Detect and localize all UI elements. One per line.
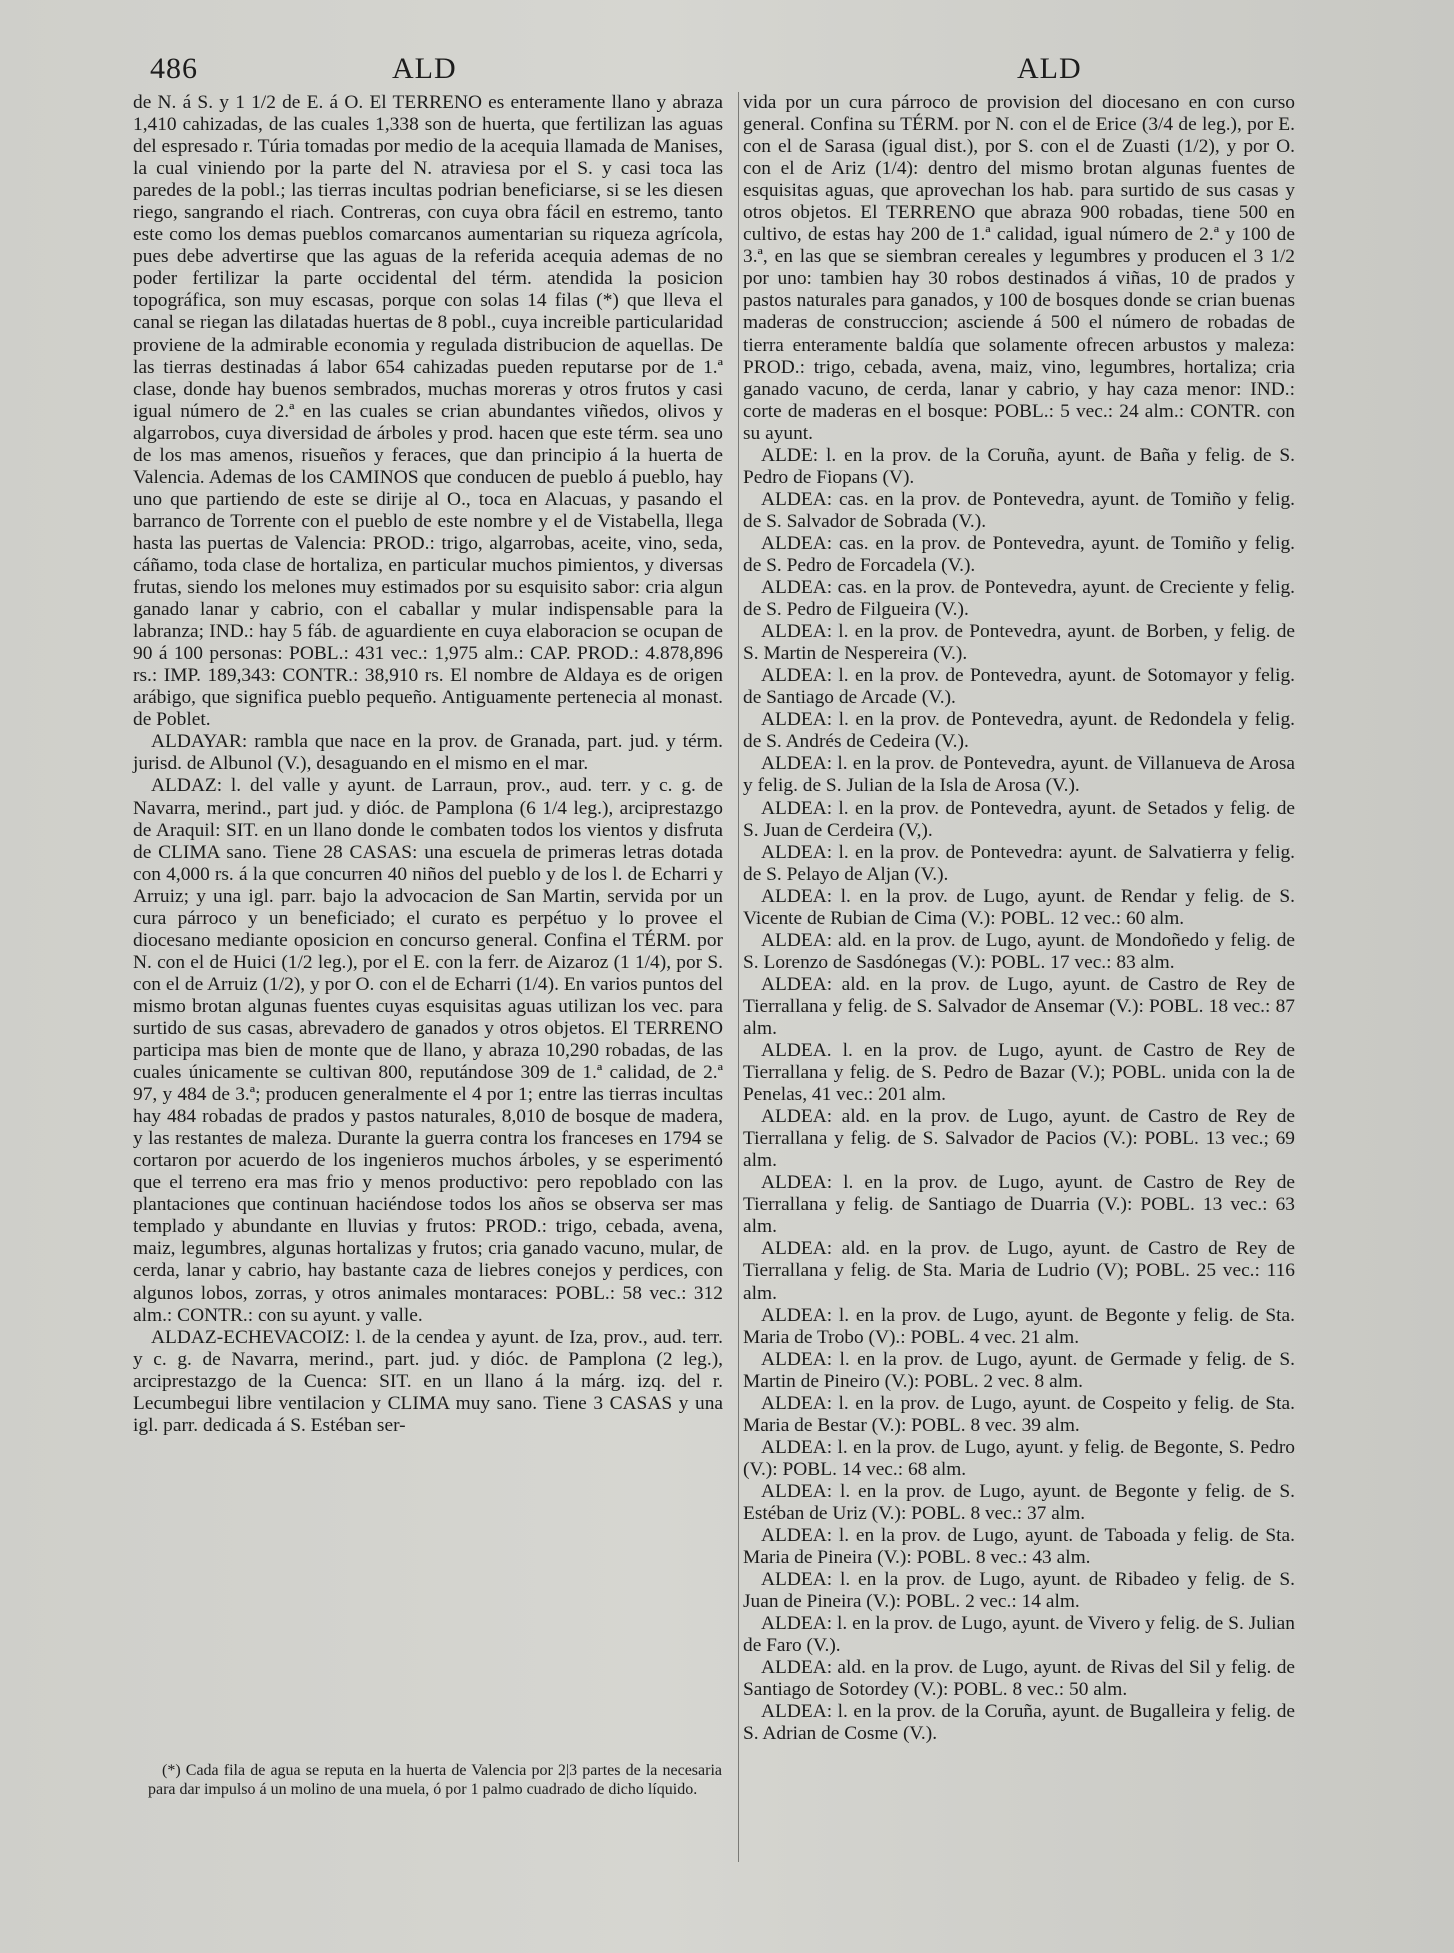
entry-alde: ALDE: l. en la prov. de la Coruña, ayunt. de Baña y felig. de S. Pedro de Fiopans (V). — [743, 444, 1295, 488]
entry-aldea: ALDEA: l. en la prov. de Pontevedra, ayunt. de Redondela y felig. de S. Andrés de Cedeira (V.). — [743, 709, 1295, 753]
entry-aldaz: ALDAZ: l. del valle y ayunt. de Larraun, prov., aud. terr. y c. g. de Navarra, merind., part jud. y dióc. de Pamplona (6 1/4 leg.), arciprestazgo de Araquil: SIT. en un llano donde le combaten todos los vientos y disfruta de CLIMA sano. Tiene 28 CASAS: una escuela de primeras letras dotada con 4,000 rs. á la que concurren 40 niños del pueblo y de los l. de Echarri y Arruiz; y una igl. parr. bajo la advocacion de San Martin, servida por un cura párroco y un beneficiado; el curato es perpétuo y lo provee el diocesano mediante oposicion en concurso general. Confina el TÉRM. por N. con el de Huici (1/2 leg.), por el E. con la ferr. de Aizaroz (1 1/4), por S. con el de Arruiz (1/2), y por O. con el de Echarri (1/4). En varios puntos del mismo brotan algunas fuentes cuyas esquisitas aguas utilizan los vec. para surtido de sus casas, abrevadero de ganados y otros objetos. El TERRENO participa mas bien de monte que de llano, y abraza 10,290 robadas, de las cuales únicamente se cultivan 800, reputándose 309 de 1.ª calidad, de 2.ª 97, y 484 de 3.ª; producen generalmente el 4 por 1; entre las tierras incultas hay 484 robadas de prados y pastos naturales, 8,010 de bosque de madera, y las restantes de maleza. Durante la guerra contra los franceses en 1794 se cortaron por acuerdo de los ingenieros muchos árboles, y se esperimentó que el terreno era mas frio y menos productivo: pero repoblado con las plantaciones que continuan haciéndose todos los años se observa ser mas templado y abundante en lluvias y frutos: PROD.: trigo, cebada, avena, maiz, legumbres, algunas hortalizas y frutos; cria ganado vacuno, mular, de cerda, lanar y cabrio, hay bastante caza de liebres conejos y perdices, con algunos lobos, zorras, y otros animales montaraces: POBL.: 58 vec.: 312 alm.: CONTR.: con su ayunt. y valle. — [133, 775, 723, 1326]
header-left-word: ALD — [392, 52, 457, 85]
entry-aldea: ALDEA: l. en la prov. de Pontevedra, ayunt. de Borben, y felig. de S. Martin de Nespereira (V.). — [743, 621, 1295, 665]
entry-aldea: ALDEA: l. en la prov. de Lugo, ayunt. de Germade y felig. de S. Martin de Pineiro (V.): POBL. 2 vec. 8 alm. — [743, 1348, 1295, 1392]
left-column — [133, 92, 723, 1437]
right-column — [743, 92, 1295, 1746]
entry-aldea: ALDEA: l. en la prov. de Pontevedra, ayunt. de Villanueva de Arosa y felig. de S. Julian de la Isla de Arosa (V.). — [743, 753, 1295, 797]
page-number: 486 — [150, 52, 198, 85]
entry-aldayar: ALDAYAR: rambla que nace en la prov. de Granada, part. jud. y térm. jurisd. de Albunol (V.), desaguando en el mismo en el mar. — [133, 731, 723, 775]
entry-aldea: ALDEA: ald. en la prov. de Lugo, ayunt. de Castro de Rey de Tierrallana y felig. de Sta. Maria de Ludrio (V); POBL. 25 vec.: 116 alm. — [743, 1238, 1295, 1304]
entry-aldea: ALDEA: l. en la prov. de Lugo, ayunt. y felig. de Begonte, S. Pedro (V.): POBL. 14 vec.: 68 alm. — [743, 1436, 1295, 1480]
entry-aldea: ALDEA: l. en la prov. de Lugo, ayunt. de Taboada y felig. de Sta. Maria de Pineira (V.): POBL. 8 vec.: 43 alm. — [743, 1525, 1295, 1569]
entry-aldea: ALDEA: l. en la prov. de Lugo, ayunt. de Begonte y felig. de S. Estéban de Uriz (V.): POBL. 8 vec.: 37 alm. — [743, 1480, 1295, 1524]
entry-aldea: ALDEA: l. en la prov. de Lugo, ayunt. de Rendar y felig. de S. Vicente de Rubian de Cima (V.): POBL. 12 vec.: 60 alm. — [743, 885, 1295, 929]
entry-aldea: ALDEA: ald. en la prov. de Lugo, ayunt. de Castro de Rey de Tierrallana y felig. de S. Salvador de Pacios (V.): POBL. 13 vec.; 69 alm. — [743, 1106, 1295, 1172]
entry-aldea: ALDEA: cas. en la prov. de Pontevedra, ayunt. de Creciente y felig. de S. Pedro de Filgueira (V.). — [743, 577, 1295, 621]
entry-aldaz-echevacoiz-continued: vida por un cura párroco de provision del diocesano en con curso general. Confina su TÉRM. por N. con el de Erice (3/4 de leg.), por E. con el de Sarasa (igual dist.), por S. con el de Zuasti (1/2), y por O. con el de Ariz (1/4): dentro del mismo brotan algunas fuentes de esquisitas aguas, que aprovechan los hab. para surtido de sus casas y otros objetos. El TERRENO que abraza 900 robadas, tiene 500 en cultivo, de estas hay 200 de 1.ª calidad, igual número de 2.ª y 100 de 3.ª, en las que se siembran cereales y legumbres y producen el 3 1/2 por uno: tambien hay 30 robos destinados á viñas, 10 de prados y pastos naturales para ganados, y 100 de bosques donde se crian buenas maderas de construccion; asciende á 500 el número de robadas de tierra enteramente baldía que solamente ofrecen arbustos y maleza: PROD.: trigo, cebada, avena, maiz, vino, legumbres, hortaliza; cria ganado vacuno, de cerda, lanar y cabrio, y hay caza menor: IND.: corte de maderas en el bosque: POBL.: 5 vec.: 24 alm.: CONTR. con su ayunt. — [743, 92, 1295, 444]
footnote-mark: (*) — [162, 1762, 181, 1779]
entry-aldea: ALDEA: l. en la prov. de Lugo, ayunt. de Ribadeo y felig. de S. Juan de Pineira (V.): POBL. 2 vec.: 14 alm. — [743, 1569, 1295, 1613]
entry-aldea: ALDEA: ald. en la prov. de Lugo, ayunt. de Mondoñedo y felig. de S. Lorenzo de Sasdónegas (V.): POBL. 17 vec.: 83 alm. — [743, 929, 1295, 973]
entry-aldea: ALDEA: l. en la prov. de Pontevedra, ayunt. de Sotomayor y felig. de Santiago de Arcade (V.). — [743, 665, 1295, 709]
entry-aldaya-continued: de N. á S. y 1 1/2 de E. á O. El TERRENO es enteramente llano y abraza 1,410 cahizadas, de las cuales 1,338 son de huerta, que fertilizan las aguas del espresado r. Túria tomadas por medio de la acequia llamada de Manises, la cual viniendo por la parte del N. atraviesa por el S. y casi toca las paredes de la pobl.; las tierras incultas podrian beneficiarse, si se les diesen riego, sangrando el riach. Contreras, con cuya obra fácil en estremo, tanto este como los demas pueblos comarcanos aumentarian su riqueza agrícola, pues debe advertirse que las aguas de la referida acequia ademas de no poder fertilizar la parte occidental del térm. atendida la posicion topográfica, son muy escasas, porque con solas 14 filas (*) que lleva el canal se riegan las dilatadas huertas de 8 pobl., cuya increible particularidad proviene de la admirable economia y regulada distribucion de aquellas. De las tierras destinadas á labor 654 cahizadas pueden reputarse por de 1.ª clase, donde hay buenos sembrados, muchas moreras y otros frutos y casi igual número de 2.ª en las cuales se crian abundantes viñedos, olivos y algarrobos, cuya diversidad de árboles y prod. hacen que este térm. sea uno de los mas amenos, risueños y feraces, que dan principio á la huerta de Valencia. Ademas de los CAMINOS que conducen de pueblo á pueblo, hay uno que partiendo de este se dirije al O., toca en Alacuas, y pasando el barranco de Torrente con el pueblo de este nombre y el de Vistabella, llega hasta las puertas de Valencia: PROD.: trigo, algarrobas, aceite, vino, seda, cáñamo, toda clase de hortaliza, en particular muchos pimientos, y diversas frutas, siendo los melones muy estimados por su esquisito sabor: cria algun ganado lanar y cabrio, con el caballar y mular indispensable para la labranza; IND.: hay 5 fáb. de aguardiente en cuya elaboracion se ocupan de 90 á 100 personas: POBL.: 431 vec.: 1,975 alm.: CAP. PROD.: 4.878,896 rs.: IMP. 189,343: CONTR.: 38,910 rs. El nombre de Aldaya es de origen arábigo, que significa pueblo pequeño. Antiguamente pertenecia al monast. de Poblet. — [133, 92, 723, 731]
entry-aldea: ALDEA: l. en la prov. de Pontevedra: ayunt. de Salvatierra y felig. de S. Pelayo de Aljan (V.). — [743, 841, 1295, 885]
entry-aldea: ALDEA: cas. en la prov. de Pontevedra, ayunt. de Tomiño y felig. de S. Salvador de Sobrada (V.). — [743, 488, 1295, 532]
entry-aldea: ALDEA: ald. en la prov. de Lugo, ayunt. de Castro de Rey de Tierrallana y felig. de S. Salvador de Ansemar (V.): POBL. 18 vec.: 87 alm. — [743, 973, 1295, 1039]
entry-aldea: ALDEA: l. en la prov. de Pontevedra, ayunt. de Setados y felig. de S. Juan de Cerdeira (V,). — [743, 797, 1295, 841]
entry-aldea: ALDEA: l. en la prov. de la Coruña, ayunt. de Bugalleira y felig. de S. Adrian de Cosme (V.). — [743, 1701, 1295, 1745]
entry-aldea: ALDEA: cas. en la prov. de Pontevedra, ayunt. de Tomiño y felig. de S. Pedro de Forcadela (V.). — [743, 532, 1295, 576]
entry-aldea: ALDEA. l. en la prov. de Lugo, ayunt. de Castro de Rey de Tierrallana y felig. de S. Pedro de Bazar (V.); POBL. unida con la de Penelas, 41 vec.: 201 alm. — [743, 1040, 1295, 1106]
entry-aldea: ALDEA: ald. en la prov. de Lugo, ayunt. de Rivas del Sil y felig. de Santiago de Sotordey (V.): POBL. 8 vec.: 50 alm. — [743, 1657, 1295, 1701]
running-header — [130, 52, 1304, 88]
entry-aldea: ALDEA: l. en la prov. de Lugo, ayunt. de Cospeito y felig. de Sta. Maria de Bestar (V.): POBL. 8 vec. 39 alm. — [743, 1392, 1295, 1436]
entry-aldaz-echevacoiz: ALDAZ-ECHEVACOIZ: l. de la cendea y ayunt. de Iza, prov., aud. terr. y c. g. de Navarra, merind., part. jud. y dióc. de Pamplona (2 leg.), arciprestazgo de la Cuenca: SIT. en un llano á la márg. izq. del r. Lecumbegui libre ventilacion y CLIMA muy sano. Tiene 3 CASAS y una igl. parr. dedicada á S. Estéban ser- — [133, 1326, 723, 1436]
column-divider — [738, 92, 739, 1862]
entry-aldea: ALDEA: l. en la prov. de Lugo, ayunt. de Castro de Rey de Tierrallana y felig. de Santiago de Duarria (V.): POBL. 13 vec.: 63 alm. — [743, 1172, 1295, 1238]
footnote — [148, 1762, 722, 1799]
entry-aldea: ALDEA: l. en la prov. de Lugo, ayunt. de Begonte y felig. de Sta. Maria de Trobo (V).: POBL. 4 vec. 21 alm. — [743, 1304, 1295, 1348]
header-right-word: ALD — [1017, 52, 1082, 85]
footnote-text: Cada fila de agua se reputa en la huerta de Valencia por 2|3 partes de la necesaria para dar impulso á un molino de una muela, ó por 1 palmo cuadrado de dicho líquido. — [148, 1762, 722, 1798]
entry-aldea: ALDEA: l. en la prov. de Lugo, ayunt. de Vivero y felig. de S. Julian de Faro (V.). — [743, 1613, 1295, 1657]
